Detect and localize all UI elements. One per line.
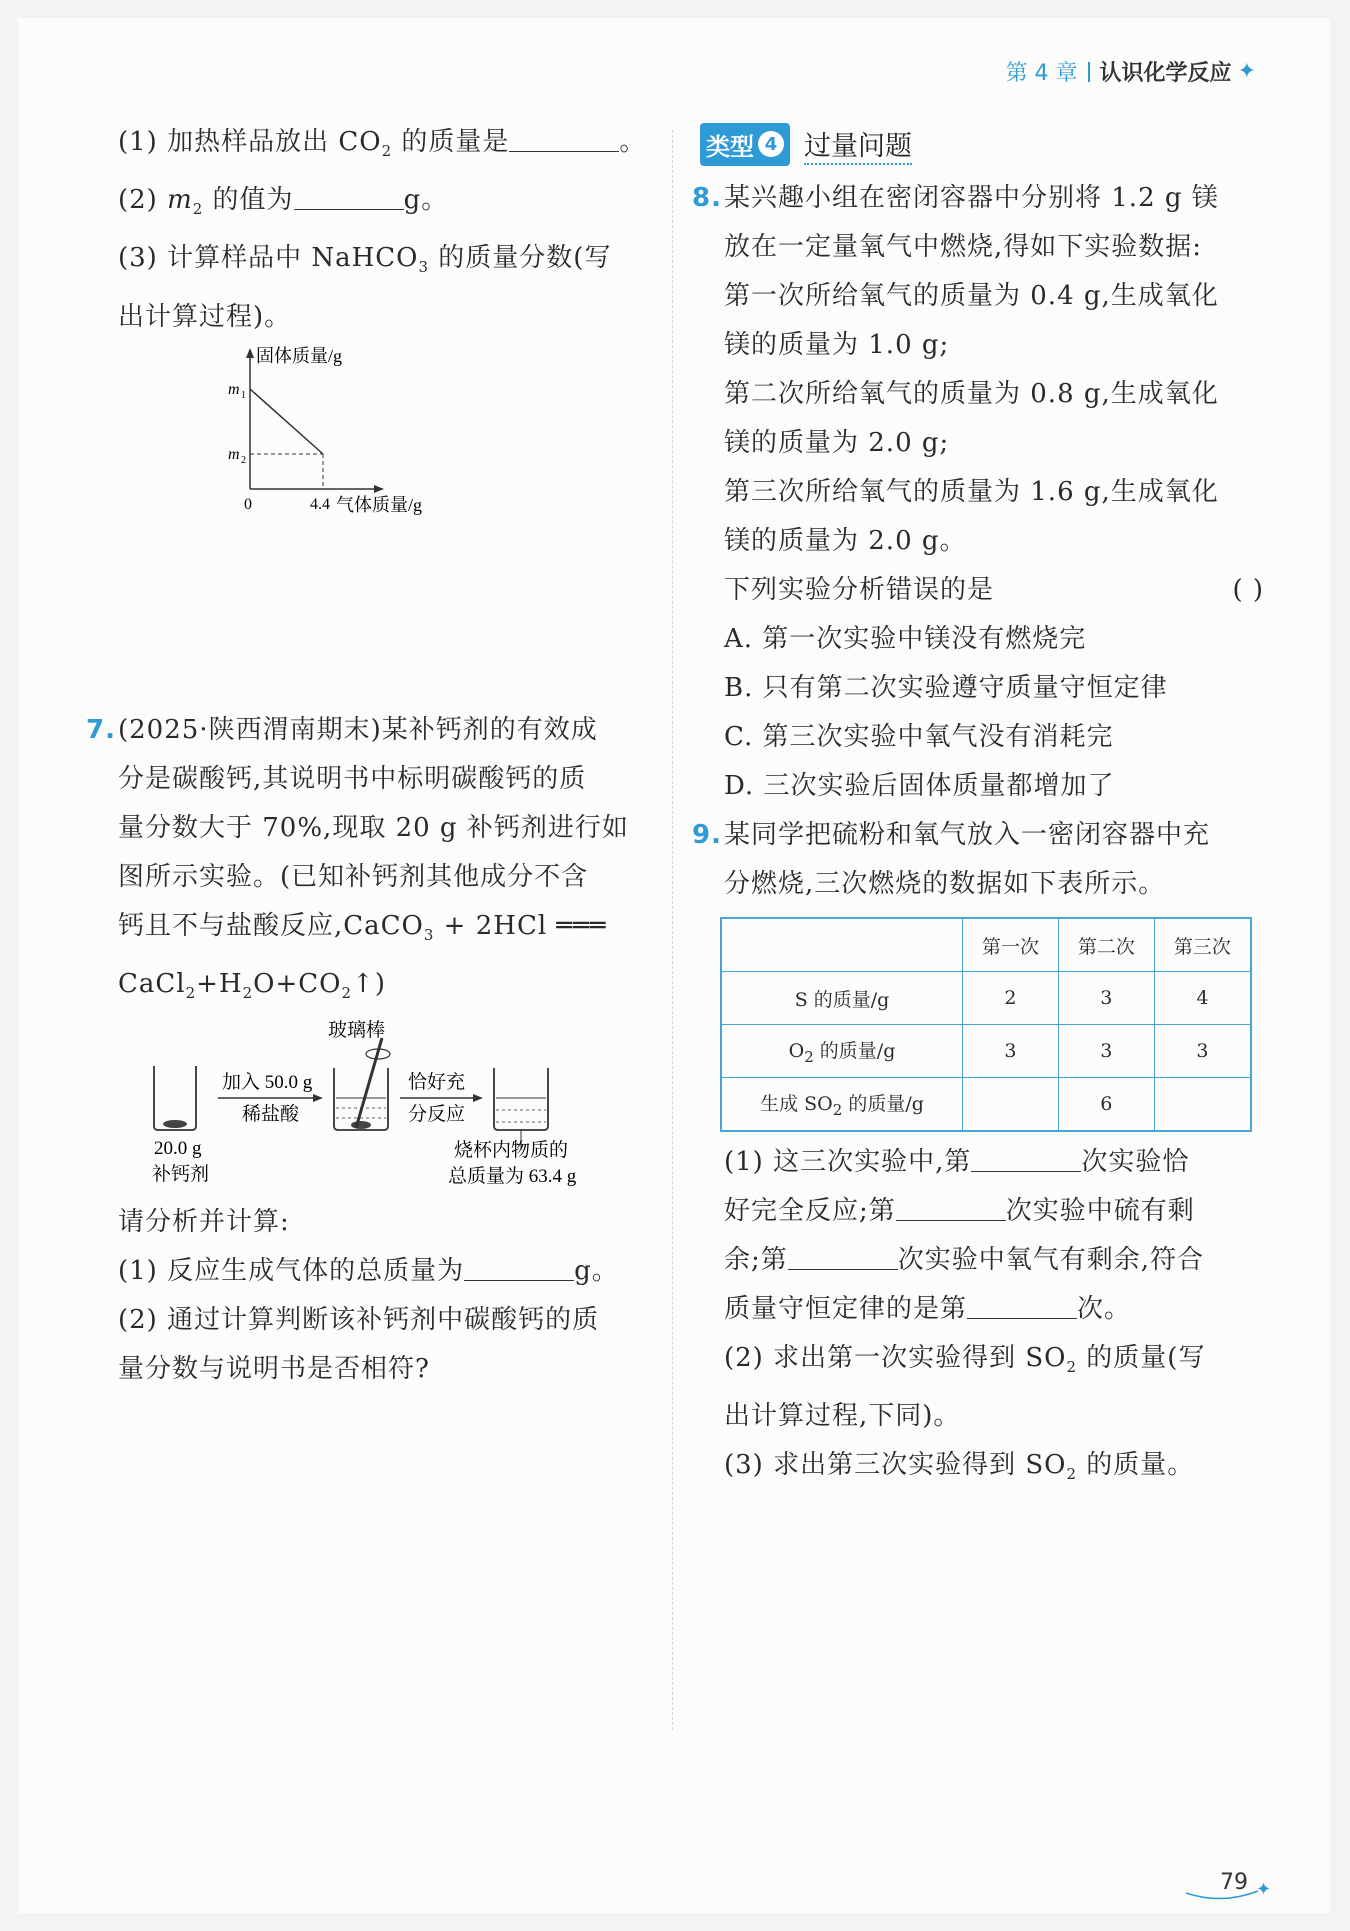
- q7-line2: 分是碳酸钙,其说明书中标明碳酸钙的质: [118, 763, 587, 794]
- apparatus-diagram: [118, 1018, 638, 1198]
- q9-number: 9.: [692, 820, 722, 850]
- right-column: [692, 118, 1264, 1499]
- q6-part3-cont: 出计算过程)。: [118, 301, 292, 332]
- chapter-title: 认识化学反应: [1099, 61, 1232, 86]
- q8-line6: 镁的质量为 2.0 g;: [724, 428, 950, 458]
- sulfur-data-table: [720, 917, 1252, 1132]
- q7-ask: 请分析并计算:: [118, 1206, 290, 1237]
- q6-part3: (3) 计算样品中 NaHCO$_3$ 的质量分数(写: [118, 243, 612, 277]
- total-label-2: 总质量为 63.4 g: [448, 1165, 577, 1187]
- q8-number: 8.: [692, 183, 722, 213]
- header-divider: [1088, 62, 1090, 82]
- rod-label: 玻璃棒: [328, 1019, 386, 1041]
- table-row: 生成 $SO_2$ 的质量/g 6: [721, 1078, 1251, 1132]
- q8-option-a[interactable]: A. 第一次实验中镁没有燃烧完: [724, 624, 1087, 654]
- q8-option-c[interactable]: C. 第三次实验中氧气没有消耗完: [724, 722, 1114, 752]
- q9-part1-line3: 余;第 次实验中氧气有剩余,符合: [724, 1245, 1205, 1275]
- graph-zero: 0: [244, 495, 252, 513]
- q7-part2-cont: 量分数与说明书是否相符?: [118, 1353, 430, 1384]
- graph-xlabel: 气体质量/g: [336, 494, 423, 515]
- react-label-1: 恰好充: [408, 1071, 466, 1093]
- q7-part1: (1) 反应生成气体的总质量为 g。: [118, 1255, 619, 1286]
- graph-m1: m: [228, 380, 240, 398]
- total-label-1: 烧杯内物质的: [454, 1139, 569, 1161]
- svg-text:✦: ✦: [1256, 1879, 1272, 1900]
- q9-part1-line2: 好完全反应;第 次实验中硫有剩: [724, 1196, 1195, 1226]
- q9-part1-line4: 质量守恒定律的是第 次。: [724, 1294, 1132, 1324]
- answer-blank[interactable]: [464, 1254, 574, 1281]
- q7-number: 7.: [86, 714, 116, 745]
- q8-line2: 放在一定量氧气中燃烧,得如下实验数据:: [724, 232, 1203, 262]
- q8-option-b[interactable]: B. 只有第二次实验遵守质量守恒定律: [724, 673, 1168, 703]
- graph-xval: 4.4: [310, 495, 330, 513]
- left-column: [86, 118, 648, 1394]
- q9-part2-cont: 出计算过程,下同)。: [724, 1401, 961, 1432]
- page-number: 79: [1220, 1870, 1248, 1895]
- q9-part3: (3) 求出第三次实验得到 $SO_2$ 的质量。: [724, 1450, 1195, 1484]
- type-badge: 类型 4: [700, 123, 790, 166]
- q8-line5: 第二次所给氧气的质量为 0.8 g,生成氧化: [724, 379, 1219, 409]
- sample-label-2: 补钙剂: [152, 1163, 210, 1185]
- q8-option-d[interactable]: D. 三次实验后固体质量都增加了: [724, 771, 1115, 801]
- add-label-2: 稀盐酸: [242, 1103, 300, 1125]
- q8-ask: 下列实验分析错误的是 ( ): [724, 566, 1264, 615]
- q6-part2: (2) $m_2$ 的值为 g。: [118, 185, 449, 219]
- answer-blank[interactable]: [788, 1243, 898, 1270]
- q9-line2: 分燃烧,三次燃烧的数据如下表所示。: [724, 869, 1166, 899]
- q8-line1: 8. 某兴趣小组在密闭容器中分别将 1.2 g 镁: [724, 174, 1264, 223]
- svg-text:2: 2: [241, 454, 246, 466]
- q7-line3: 量分数大于 70%,现取 20 g 补钙剂进行如: [118, 812, 629, 843]
- react-label-2: 分反应: [408, 1103, 466, 1125]
- table-row: S 的质量/g 2 3 4: [721, 972, 1251, 1025]
- add-label-1: 加入 50.0 g: [222, 1071, 313, 1093]
- answer-blank[interactable]: [294, 183, 404, 210]
- q7-part2: (2) 通过计算判断该补钙剂中碳酸钙的质: [118, 1304, 600, 1335]
- chapter-number: 第 4 章: [1005, 61, 1078, 86]
- q8-line4: 镁的质量为 1.0 g;: [724, 330, 950, 360]
- graph-m2: m: [228, 445, 240, 463]
- q7-line1: 7. (2025·陕西渭南期末)某补钙剂的有效成: [118, 706, 648, 755]
- answer-blank[interactable]: [896, 1194, 1006, 1221]
- chapter-header: [1006, 56, 1256, 87]
- q9-part1-line1: (1) 这三次实验中,第 次实验恰: [724, 1147, 1190, 1177]
- answer-blank[interactable]: [509, 125, 619, 152]
- q7-line4: 图所示实验。(已知补钙剂其他成分不含: [118, 861, 589, 892]
- q7-equation1: 钙且不与盐酸反应,CaCO$_3$ + 2HCl ═══: [118, 910, 607, 944]
- graph-ylabel: 固体质量/g: [256, 345, 343, 366]
- column-divider: [672, 130, 673, 1730]
- q8-line7: 第三次所给氧气的质量为 1.6 g,生成氧化: [724, 477, 1219, 507]
- sparkle-icon: ✦: [1237, 59, 1256, 84]
- answer-blank[interactable]: [967, 1292, 1077, 1319]
- q9-line1: 9. 某同学把硫粉和氧气放入一密闭容器中充: [724, 811, 1264, 860]
- q7-equation2: $CaCl_2+H_2O+CO_2↑$): [118, 968, 386, 1002]
- type-title: 过量问题: [804, 124, 912, 165]
- type-heading: [700, 118, 1264, 170]
- sample-label-1: 20.0 g: [154, 1137, 202, 1159]
- svg-text:1: 1: [241, 389, 246, 401]
- q9-part2: (2) 求出第一次实验得到 $SO_2$ 的质量(写: [724, 1343, 1206, 1377]
- answer-blank[interactable]: [971, 1145, 1081, 1172]
- mass-graph: [208, 344, 528, 515]
- q6-part1: (1) 加热样品放出 $CO_2$ 的质量是 。: [118, 127, 647, 161]
- q8-line8: 镁的质量为 2.0 g。: [724, 526, 967, 556]
- table-header-row: 第一次 第二次 第三次: [721, 918, 1251, 972]
- table-row: $O_2$ 的质量/g 3 3 3: [721, 1025, 1251, 1078]
- answer-paren[interactable]: ( ): [1232, 575, 1264, 605]
- q8-line3: 第一次所给氧气的质量为 0.4 g,生成氧化: [724, 281, 1219, 311]
